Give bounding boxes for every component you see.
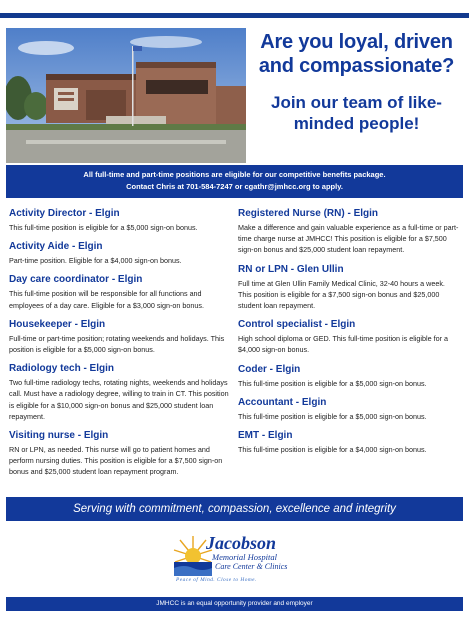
hospital-building-image [6, 28, 246, 163]
headline: Are you loyal, driven and compassionate? [258, 31, 455, 77]
benefits-text: All full-time and part-time positions are eligible for our competitive benefits package. [83, 170, 386, 179]
job-description: Part-time position. Eligible for a $4,000 sign-on bonus. [9, 256, 182, 266]
logo-tagline: Peace of Mind. Close to Home. [176, 577, 257, 583]
slogan-banner: Serving with commitment, compassion, excellence and integrity [6, 497, 463, 521]
subheadline: Join our team of like-minded people! [271, 93, 442, 133]
job-description: This full-time position is eligible for a $5,000 sign-on bonus. [238, 411, 427, 421]
job-description: Full time at Glen Ullin Family Medical Clinic, 32-40 hours a week. This position is eligible for a $7,500 sign-on bonus and $25,000 student loan repayment. [238, 278, 445, 311]
job-listing [9, 363, 231, 422]
top-rule [0, 0, 469, 18]
job-listing [238, 364, 460, 389]
job-description: RN or LPN, as needed. This nurse will go to patient homes and perform nursing duties. This position is eligible for a $7,500 sign-on bonus and $25,000 student loan repayment program. [9, 445, 223, 477]
job-listing [9, 430, 231, 478]
job-listing [238, 319, 460, 355]
job-title: Coder - Elgin [238, 363, 301, 375]
job-listing [238, 397, 460, 422]
job-description: Full-time or part-time position; rotating weekends and holidays. This position is eligible for a $5,000 sign-on bonus. [9, 333, 225, 355]
job-description: High school diploma or GED. This full-time position is eligible for a $4,000 sign-on bonus. [238, 334, 448, 355]
job-listing [9, 241, 231, 266]
job-title: Registered Nurse (RN) - Elgin [238, 208, 379, 219]
job-title: Visiting nurse - Elgin [9, 430, 109, 442]
job-title: Activity Aide - Elgin [9, 241, 103, 253]
logo-line-1: Memorial Hospital [212, 552, 277, 562]
jacobson-logo [172, 530, 312, 588]
job-title: Accountant - Elgin [238, 396, 327, 408]
job-listing [9, 274, 231, 310]
job-description: This full-time position will be responsible for all functions and employees of a day care. Eligible for a $3,000 sign-on bonus. [9, 289, 204, 310]
job-title: Radiology tech - Elgin [9, 363, 115, 375]
job-description: This full-time position is eligible for a $4,000 sign-on bonus. [238, 445, 427, 455]
jobs-column-left [9, 208, 231, 486]
job-listing [238, 208, 460, 256]
jobs-column-right [238, 208, 460, 463]
job-title: Housekeeper - Elgin [9, 318, 106, 330]
contact-text: Contact Chris at 701-584-7247 or cgathr@jmhcc.org to apply. [126, 182, 343, 191]
job-description: This full-time position is eligible for a $5,000 sign-on bonus. [238, 378, 427, 388]
benefits-banner [6, 165, 463, 198]
job-description: Make a difference and gain valuable experience as a full-time or part-time charge nurse at JMHCC! This position is eligible for a $7,500 sign-on bonus and $25,000 student loan repayment. [238, 223, 459, 255]
job-listing [9, 208, 231, 233]
job-title: Activity Director - Elgin [9, 208, 120, 219]
job-description: Two full-time radiology techs, rotating nights, weekends and holidays call. Must have a radiology degree, willing to train in CT. This position is eligible for a $10,000 sign-on bonus and $25,000 student loan repayment. [9, 378, 229, 421]
job-title: EMT - Elgin [238, 430, 293, 442]
job-title: Day care coordinator - Elgin [9, 274, 143, 286]
logo-name: Jacobson [206, 533, 277, 553]
job-listing [238, 430, 460, 455]
hospital-photo [6, 28, 246, 163]
job-listing [9, 319, 231, 355]
job-listing [238, 264, 460, 312]
job-title: Control specialist - Elgin [238, 319, 356, 331]
job-description: This full-time position is eligible for a $5,000 sign-on bonus. [9, 223, 198, 232]
headline-block [250, 30, 463, 134]
job-title: RN or LPN - Glen Ullin [238, 263, 344, 275]
logo-line-2: Care Center & Clinics [215, 562, 288, 571]
footer-banner: JMHCC is an equal opportunity provider and employer [6, 597, 463, 611]
